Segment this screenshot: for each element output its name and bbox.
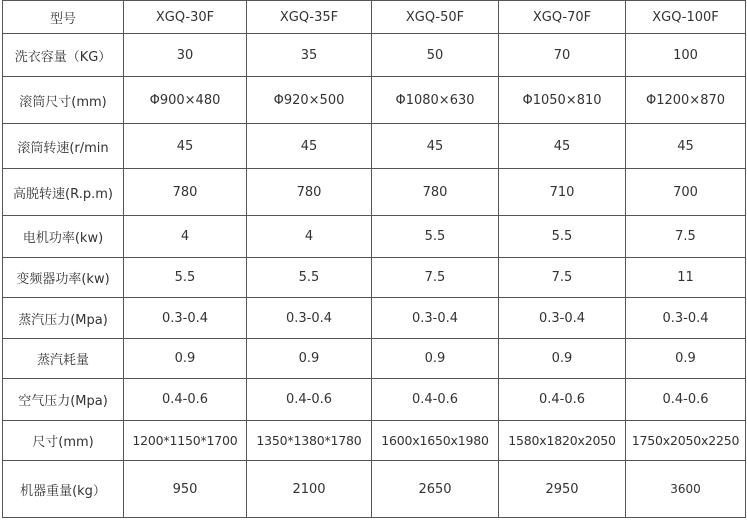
table-cell: Φ1080×630 [372,77,499,124]
table-cell: 0.3-0.4 [626,298,746,339]
table-cell: 45 [626,124,746,169]
table-row [3,379,746,421]
table-cell: 7.5 [626,216,746,258]
row-label: 尺寸(mm) [3,421,124,461]
table-cell: 100 [626,34,746,77]
table-cell: 950 [124,461,247,518]
table-cell: 0.9 [247,339,372,379]
table-cell: 1200*1150*1700 [124,421,247,461]
table-row [3,258,746,298]
table-cell: 11 [626,258,746,298]
table-cell: 3600 [626,461,746,518]
table-row [3,421,746,461]
table-cell: 0.4-0.6 [626,379,746,421]
table-cell: 4 [124,216,247,258]
table-row [3,216,746,258]
table-cell: 0.3-0.4 [372,298,499,339]
table-cell: 700 [626,169,746,216]
table-cell: 0.4-0.6 [499,379,626,421]
table-cell: 70 [499,34,626,77]
table-cell: 5.5 [247,258,372,298]
row-label: 空气压力(Mpa) [3,379,124,421]
table-cell: 1580x1820x2050 [499,421,626,461]
table-cell: 0.9 [626,339,746,379]
table-cell: 780 [247,169,372,216]
header-xgq-50f: XGQ-50F [372,1,499,34]
header-xgq-70f: XGQ-70F [499,1,626,34]
table-cell: 4 [247,216,372,258]
table-cell: 0.3-0.4 [124,298,247,339]
table-cell: 45 [372,124,499,169]
table-cell: 35 [247,34,372,77]
row-label: 变频器功率(kw) [3,258,124,298]
table-cell: 5.5 [124,258,247,298]
table-cell: 45 [124,124,247,169]
row-label: 电机功率(kw) [3,216,124,258]
table-cell: 1350*1380*1780 [247,421,372,461]
table-cell: 2650 [372,461,499,518]
header-xgq-35f: XGQ-35F [247,1,372,34]
table-cell: 0.9 [499,339,626,379]
row-label: 蒸汽压力(Mpa) [3,298,124,339]
table-cell: 5.5 [372,216,499,258]
table-row [3,461,746,518]
table-cell: 0.3-0.4 [499,298,626,339]
table-cell: 50 [372,34,499,77]
table-cell: 30 [124,34,247,77]
table-row [3,77,746,124]
table-cell: 0.4-0.6 [124,379,247,421]
table-cell: 45 [499,124,626,169]
spec-table [2,0,746,518]
header-model-label: 型号 [3,1,124,34]
table-cell: 0.3-0.4 [247,298,372,339]
table-cell: 0.4-0.6 [247,379,372,421]
table-cell: 5.5 [499,216,626,258]
row-label: 滚筒转速(r/min [3,124,124,169]
table-cell: 710 [499,169,626,216]
row-label: 机器重量(kg） [3,461,124,518]
table-cell: 0.9 [124,339,247,379]
row-label: 蒸汽耗量 [3,339,124,379]
table-row [3,169,746,216]
header-xgq-30f: XGQ-30F [124,1,247,34]
row-label: 洗衣容量（KG） [3,34,124,77]
header-row [3,1,746,34]
table-cell: Φ1050×810 [499,77,626,124]
table-row [3,339,746,379]
table-cell: Φ920×500 [247,77,372,124]
table-cell: 2100 [247,461,372,518]
table-cell: 2950 [499,461,626,518]
table-cell: 7.5 [372,258,499,298]
table-row [3,124,746,169]
table-cell: Φ900×480 [124,77,247,124]
table-cell: 0.9 [372,339,499,379]
table-cell: 7.5 [499,258,626,298]
header-xgq-100f: XGQ-100F [626,1,746,34]
table-cell: 1750x2050x2250 [626,421,746,461]
table-cell: Φ1200×870 [626,77,746,124]
table-row [3,34,746,77]
row-label: 高脱转速(R.p.m) [3,169,124,216]
table-cell: 45 [247,124,372,169]
table-cell: 1600x1650x1980 [372,421,499,461]
table-row [3,298,746,339]
table-cell: 780 [124,169,247,216]
table-cell: 780 [372,169,499,216]
row-label: 滚筒尺寸(mm) [3,77,124,124]
table-cell: 0.4-0.6 [372,379,499,421]
